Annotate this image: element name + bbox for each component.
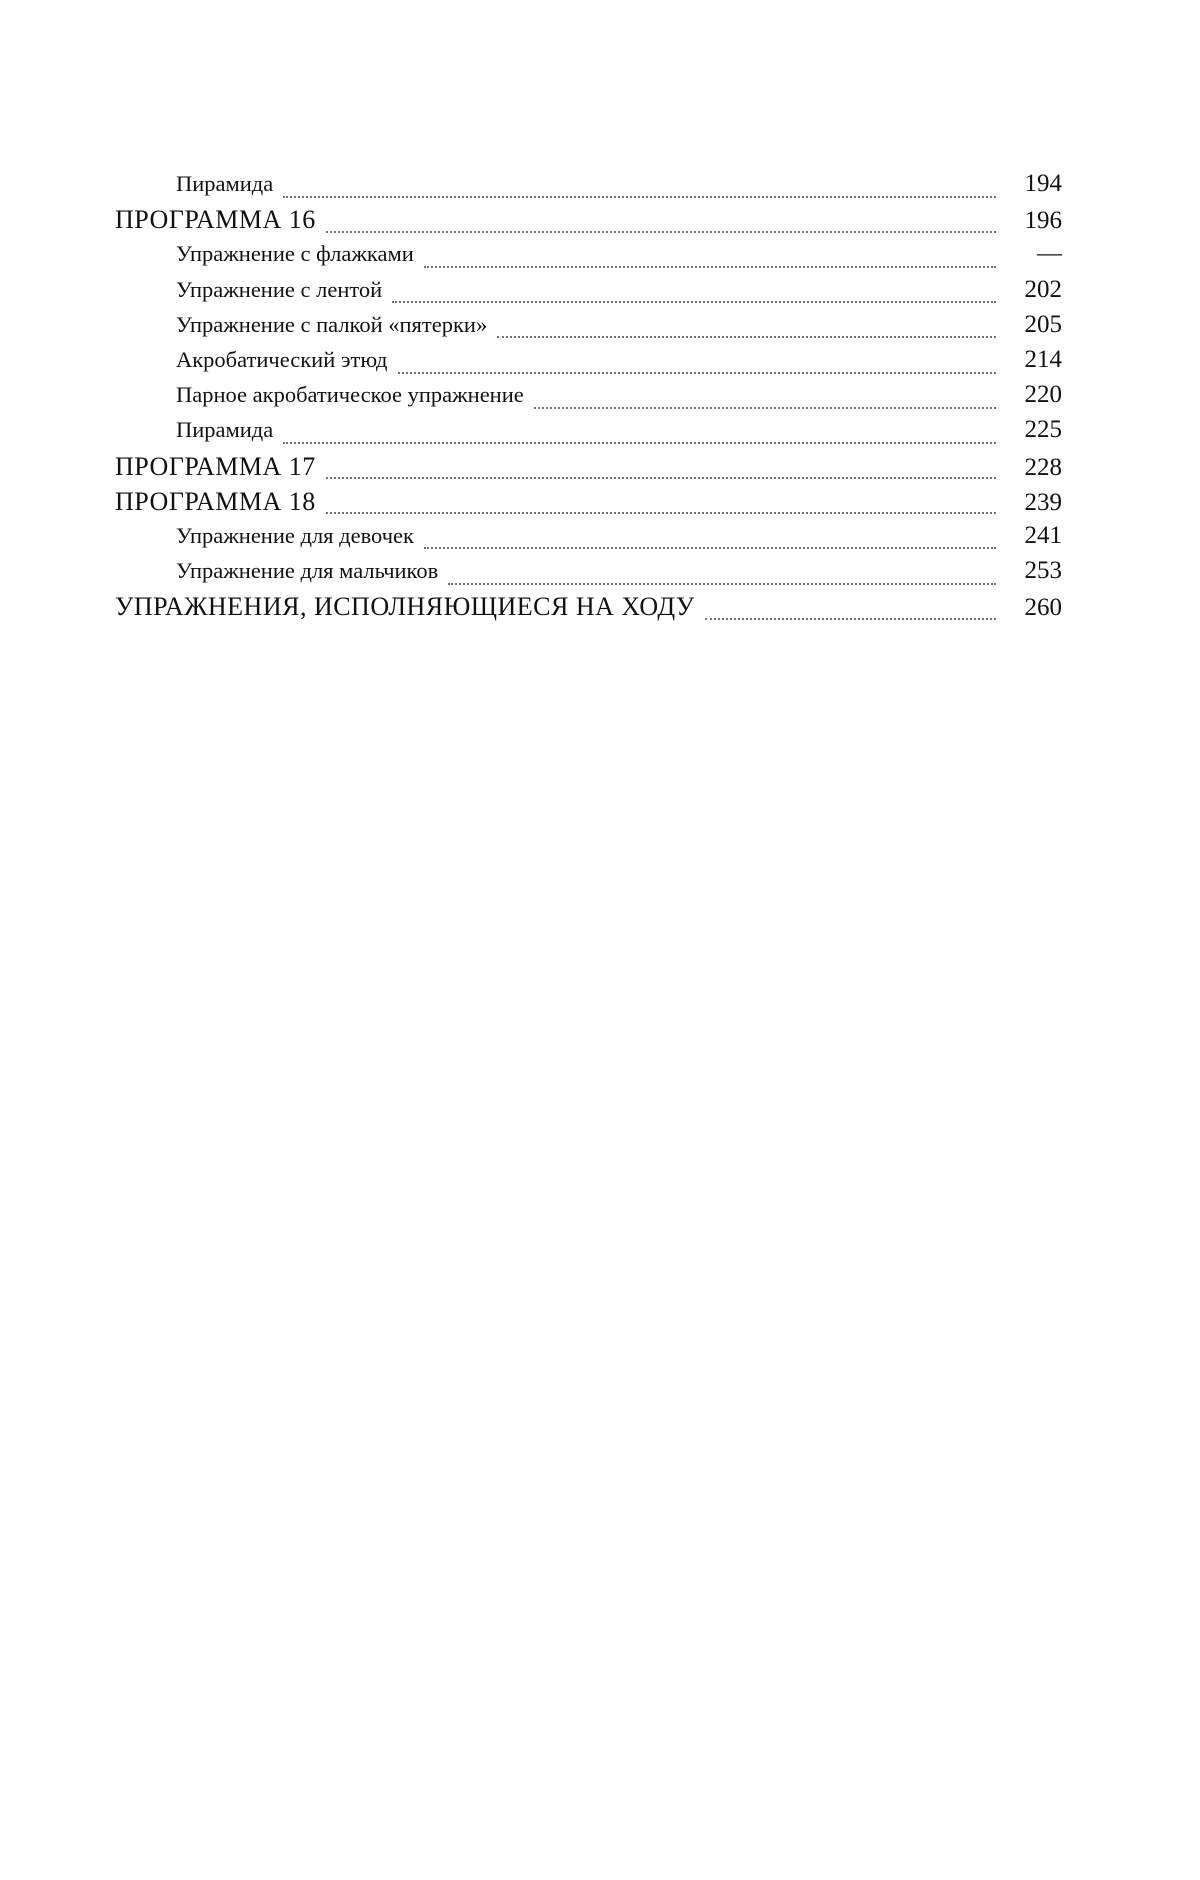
toc-entry-title: Пирамида [176,417,274,443]
toc-entry-page: 205 [1024,310,1062,338]
toc-entry-page: 228 [1024,453,1062,481]
toc-entry-page: 241 [1024,521,1062,549]
dot-leader [326,512,996,514]
toc-entry-title: Акробатический этюд [176,346,388,372]
toc-entry-page: 194 [1024,170,1062,197]
dot-leader [392,301,996,303]
dot-leader [424,266,996,268]
dot-leader [424,547,996,549]
toc-entry-page: 196 [1024,207,1062,235]
dot-leader [326,477,996,479]
toc-entry [115,557,1062,592]
toc-entry-page: 239 [1024,488,1062,516]
dot-leader [283,442,996,444]
toc-entry-title: Упражнение для девочек [176,522,414,548]
toc-entry [115,170,1062,205]
toc-entry [115,416,1062,451]
toc-entry [115,346,1062,381]
toc-entry [115,522,1062,557]
toc-entry-title: ПРОГРАММА 17 [115,451,316,481]
toc-entry-page: — [1037,240,1062,268]
dot-leader [283,196,996,198]
toc-entry [115,487,1062,522]
toc-entry-title: Парное акробатическое упражнение [176,382,524,408]
dot-leader [534,407,996,409]
toc-entry-page: 260 [1024,594,1062,622]
toc-entry-title: ПРОГРАММА 16 [115,205,316,235]
dot-leader [497,336,996,338]
toc-entry [115,205,1062,240]
toc-entry-title: Пирамида [176,171,274,196]
dot-leader [705,618,996,620]
toc-entry-page: 220 [1024,381,1062,409]
toc-entry-title: Упражнение с флажками [176,241,414,267]
toc-entry-page: 253 [1024,557,1062,585]
toc-entry [115,381,1062,416]
toc-entry-title: ПРОГРАММА 18 [115,486,316,516]
toc-entry [115,592,1062,627]
toc-entry-title: УПРАЖНЕНИЯ, ИСПОЛНЯЮЩИЕСЯ НА ХОДУ [115,592,695,622]
toc-entry [115,311,1062,346]
dot-leader [398,372,997,374]
toc-entry [115,276,1062,311]
toc-entry-page: 214 [1024,345,1062,373]
toc-entry-title: Упражнение с палкой «пятерки» [176,311,488,337]
toc-entry [115,240,1062,275]
dot-leader [448,583,996,585]
toc-entry [115,452,1062,487]
table-of-contents [115,170,1062,627]
dot-leader [326,231,996,233]
toc-entry-title: Упражнение с лентой [176,276,383,302]
toc-entry-page: 202 [1024,275,1062,303]
toc-entry-page: 225 [1024,416,1062,444]
toc-entry-title: Упражнение для мальчиков [176,558,439,584]
